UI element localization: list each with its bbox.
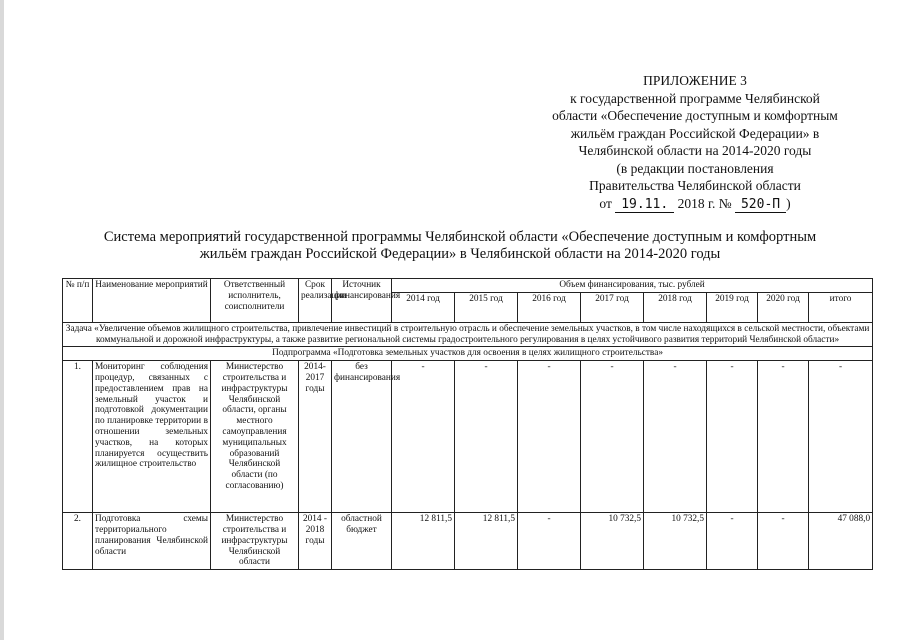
row-name: Подготовка схемы территориального планирования Челябинской области bbox=[93, 513, 211, 570]
col-header-total: итого bbox=[809, 292, 873, 322]
row-value: - bbox=[518, 513, 581, 570]
date-suffix: ) bbox=[786, 195, 791, 211]
col-header-year: 2019 год bbox=[707, 292, 758, 322]
task-row bbox=[63, 322, 873, 347]
appendix-header bbox=[520, 72, 870, 213]
col-header-term: Срок реализации bbox=[299, 279, 332, 323]
row-value: - bbox=[455, 361, 518, 513]
row-value: - bbox=[392, 361, 455, 513]
document-title-line: жильём граждан Российской Федерации» в Челябинской области на 2014-2020 годы bbox=[199, 246, 721, 262]
scan-edge bbox=[0, 0, 4, 640]
row-name: Мониторинг соблюдения процедур, связанных с предоставлением прав на земельный участок и подготовкой документации по планировке территории в отношении земельных участков, на которых планируется осуществить жилищное строительство bbox=[93, 361, 211, 513]
col-header-year: 2014 год bbox=[392, 292, 455, 322]
row-value: - bbox=[518, 361, 581, 513]
appendix-line: Правительства Челябинской области bbox=[589, 178, 801, 193]
col-header-name: Наименование мероприятий bbox=[93, 279, 211, 323]
date-value: 19.11. bbox=[615, 198, 674, 213]
row-executor: Министерство строительства и инфраструктуры Челябинской области bbox=[211, 513, 299, 570]
col-header-year: 2020 год bbox=[758, 292, 809, 322]
row-term: 2014-2017 годы bbox=[299, 361, 332, 513]
table-row bbox=[63, 513, 873, 570]
row-value-total: 47 088,0 bbox=[809, 513, 873, 570]
row-term: 2014 - 2018 годы bbox=[299, 513, 332, 570]
col-header-year: 2018 год bbox=[644, 292, 707, 322]
table-row bbox=[63, 361, 873, 513]
appendix-title: ПРИЛОЖЕНИЕ 3 bbox=[643, 73, 747, 88]
task-text: Задача «Увеличение объемов жилищного строительства, привлечение инвестиций в строительную отрасль и обеспечение земельных участков, в том числе находящихся в сельской местности, объектами коммунальной и дорожной инфраструктуры, а также развитие региональной системы градостроительного регулирования в целях устойчивого развития территорий Челябинской области» bbox=[63, 322, 873, 347]
date-year: 2018 г. № bbox=[677, 195, 732, 211]
appendix-date-line bbox=[520, 195, 870, 213]
row-num: 2. bbox=[63, 513, 93, 570]
appendix-line: жильём граждан Российской Федерации» в bbox=[570, 125, 820, 141]
subprogram-row bbox=[63, 347, 873, 361]
row-value: - bbox=[707, 513, 758, 570]
date-prefix: от bbox=[599, 195, 612, 211]
row-source: областной бюджет bbox=[332, 513, 392, 570]
col-header-year: 2015 год bbox=[455, 292, 518, 322]
header-row bbox=[63, 279, 873, 293]
subprogram-text: Подпрограмма «Подготовка земельных участков для освоения в целях жилищного строительства» bbox=[63, 347, 873, 361]
row-value: 12 811,5 bbox=[392, 513, 455, 570]
decree-number: 520-П bbox=[735, 198, 786, 213]
row-executor: Министерство строительства и инфраструктуры Челябинской области, органы местного самоуправления муниципальных образований Челябинской области (по согласованию) bbox=[211, 361, 299, 513]
row-value: - bbox=[581, 361, 644, 513]
appendix-line: к государственной программе Челябинской bbox=[570, 90, 820, 106]
document-title-line: Система мероприятий государственной программы Челябинской области «Обеспечение доступным и комфортным bbox=[103, 229, 817, 245]
row-value: - bbox=[707, 361, 758, 513]
row-value: 12 811,5 bbox=[455, 513, 518, 570]
appendix-line: области «Обеспечение доступным и комфортным bbox=[552, 108, 838, 123]
appendix-line: (в редакции постановления bbox=[616, 160, 774, 176]
row-value: - bbox=[758, 361, 809, 513]
col-header-executor: Ответственный исполнитель, соисполнители bbox=[211, 279, 299, 323]
col-header-num: № п/п bbox=[63, 279, 93, 323]
appendix-line: Челябинской области на 2014-2020 годы bbox=[578, 143, 812, 158]
row-value: - bbox=[758, 513, 809, 570]
col-header-year: 2016 год bbox=[518, 292, 581, 322]
row-value: - bbox=[644, 361, 707, 513]
document-title bbox=[60, 229, 860, 263]
row-source: без финансирования bbox=[332, 361, 392, 513]
col-header-funding: Объем финансирования, тыс. рублей bbox=[392, 279, 873, 293]
row-num: 1. bbox=[63, 361, 93, 513]
row-value-total: - bbox=[809, 361, 873, 513]
col-header-source: Источник финансирования bbox=[332, 279, 392, 323]
row-value: 10 732,5 bbox=[644, 513, 707, 570]
measures-table bbox=[62, 278, 873, 570]
row-value: 10 732,5 bbox=[581, 513, 644, 570]
col-header-year: 2017 год bbox=[581, 292, 644, 322]
